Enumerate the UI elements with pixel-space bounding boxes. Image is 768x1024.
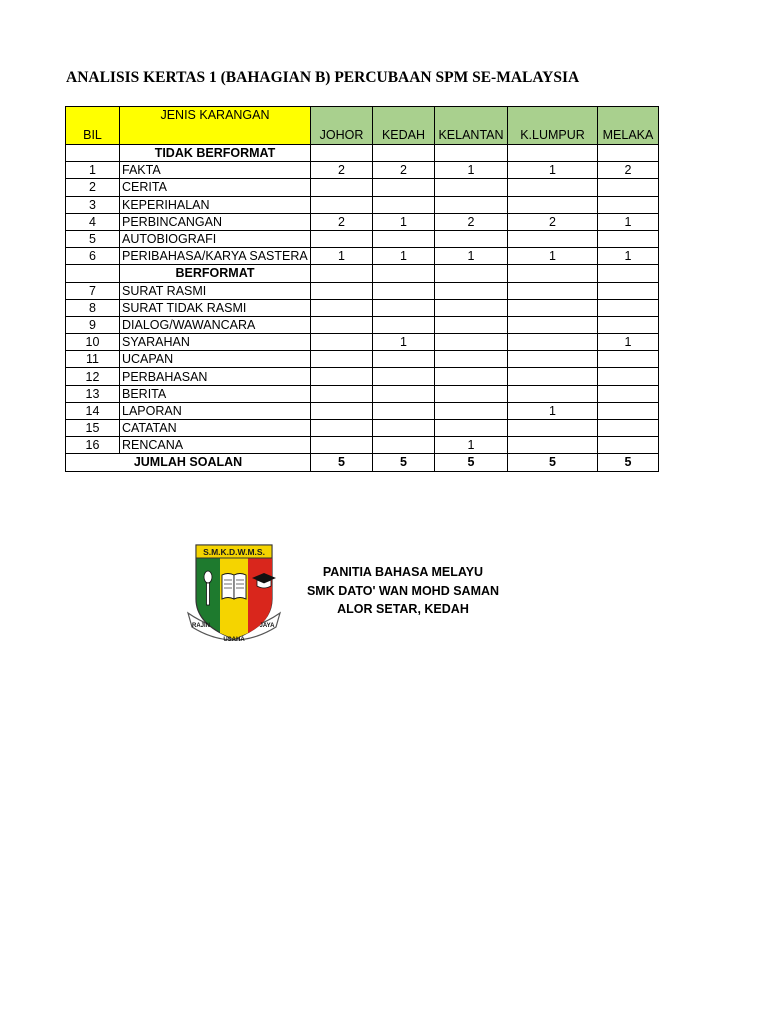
bil-cell: 10 <box>66 334 120 351</box>
jenis-karangan-cell: KEPERIHALAN <box>120 196 311 213</box>
bil-cell: 14 <box>66 402 120 419</box>
table-row <box>66 230 659 247</box>
count-cell-kelantan: 2 <box>435 213 508 230</box>
bil-cell: 8 <box>66 299 120 316</box>
state-header-klumpur: K.LUMPUR <box>508 107 598 145</box>
count-cell-klumpur <box>508 299 598 316</box>
count-cell-melaka <box>598 420 659 437</box>
count-cell-klumpur <box>508 282 598 299</box>
count-cell-kelantan: 1 <box>435 248 508 265</box>
count-cell-klumpur: 1 <box>508 402 598 419</box>
section-row-berformat <box>66 265 659 282</box>
count-cell-kedah <box>373 351 435 368</box>
count-cell-kedah: 2 <box>373 162 435 179</box>
count-cell-klumpur <box>508 179 598 196</box>
count-cell-klumpur <box>508 196 598 213</box>
count-cell-kedah <box>373 316 435 333</box>
total-kelantan: 5 <box>435 454 508 471</box>
count-cell-johor: 2 <box>311 162 373 179</box>
count-cell-kedah <box>373 437 435 454</box>
count-cell-klumpur <box>508 230 598 247</box>
count-cell-klumpur <box>508 334 598 351</box>
total-row <box>66 454 659 471</box>
count-cell-melaka <box>598 282 659 299</box>
count-cell-melaka <box>598 437 659 454</box>
table-header-row <box>66 107 659 145</box>
jenis-karangan-cell: SURAT RASMI <box>120 282 311 299</box>
bil-cell: 6 <box>66 248 120 265</box>
jenis-karangan-cell: FAKTA <box>120 162 311 179</box>
count-cell-melaka <box>598 230 659 247</box>
count-cell-melaka <box>598 196 659 213</box>
document-title: ANALISIS KERTAS 1 (BAHAGIAN B) PERCUBAAN SPM SE-MALAYSIA <box>66 69 580 86</box>
count-cell-melaka: 1 <box>598 213 659 230</box>
table-row <box>66 316 659 333</box>
school-crest-logo <box>184 541 284 645</box>
jenis-karangan-cell: PERBAHASAN <box>120 368 311 385</box>
count-cell-kelantan <box>435 420 508 437</box>
section-label-tidak-berformat: TIDAK BERFORMAT <box>120 145 311 162</box>
count-cell-kelantan <box>435 334 508 351</box>
count-cell-kedah <box>373 196 435 213</box>
count-cell-johor <box>311 437 373 454</box>
bil-cell: 5 <box>66 230 120 247</box>
jenis-karangan-cell: LAPORAN <box>120 402 311 419</box>
count-cell-kedah <box>373 299 435 316</box>
count-cell-johor <box>311 299 373 316</box>
total-label: JUMLAH SOALAN <box>66 454 311 471</box>
count-cell-klumpur <box>508 316 598 333</box>
count-cell-kedah: 1 <box>373 334 435 351</box>
state-header-kedah: KEDAH <box>373 107 435 145</box>
table-row <box>66 196 659 213</box>
bil-cell: 7 <box>66 282 120 299</box>
count-cell-klumpur <box>508 437 598 454</box>
table-row <box>66 299 659 316</box>
jenis-karangan-cell: UCAPAN <box>120 351 311 368</box>
total-klumpur: 5 <box>508 454 598 471</box>
bil-header: BIL <box>66 107 120 145</box>
count-cell-melaka: 1 <box>598 334 659 351</box>
count-cell-kelantan <box>435 179 508 196</box>
jenis-karangan-cell: PERIBAHASA/KARYA SASTERA <box>120 248 311 265</box>
count-cell-klumpur: 1 <box>508 162 598 179</box>
table-row <box>66 213 659 230</box>
count-cell-klumpur <box>508 368 598 385</box>
table-row <box>66 162 659 179</box>
count-cell-johor <box>311 196 373 213</box>
count-cell-kelantan: 1 <box>435 437 508 454</box>
count-cell-johor: 1 <box>311 248 373 265</box>
bil-cell: 13 <box>66 385 120 402</box>
table-row <box>66 282 659 299</box>
jenis-karangan-cell: SURAT TIDAK RASMI <box>120 299 311 316</box>
count-cell-kelantan <box>435 316 508 333</box>
state-header-kelantan: KELANTAN <box>435 107 508 145</box>
count-cell-kelantan <box>435 385 508 402</box>
motto-word-1: RAJIN <box>191 623 211 629</box>
table-row <box>66 385 659 402</box>
count-cell-johor <box>311 351 373 368</box>
count-cell-melaka <box>598 368 659 385</box>
bil-cell: 4 <box>66 213 120 230</box>
count-cell-johor <box>311 230 373 247</box>
bil-cell: 16 <box>66 437 120 454</box>
bil-cell: 2 <box>66 179 120 196</box>
count-cell-melaka <box>598 385 659 402</box>
count-cell-johor <box>311 316 373 333</box>
count-cell-melaka <box>598 402 659 419</box>
state-header-johor: JOHOR <box>311 107 373 145</box>
table-row <box>66 179 659 196</box>
count-cell-johor <box>311 402 373 419</box>
school-location: ALOR SETAR, KEDAH <box>337 602 469 616</box>
school-info <box>300 563 506 619</box>
section-row-tidak-berformat <box>66 145 659 162</box>
count-cell-kedah <box>373 420 435 437</box>
section-label-berformat: BERFORMAT <box>120 265 311 282</box>
count-cell-kedah <box>373 282 435 299</box>
motto-word-2: USAHA <box>223 637 245 643</box>
count-cell-kedah <box>373 402 435 419</box>
count-cell-kelantan <box>435 351 508 368</box>
count-cell-melaka: 2 <box>598 162 659 179</box>
count-cell-kelantan <box>435 230 508 247</box>
count-cell-klumpur: 1 <box>508 248 598 265</box>
count-cell-kedah <box>373 368 435 385</box>
count-cell-melaka: 1 <box>598 248 659 265</box>
count-cell-kelantan <box>435 368 508 385</box>
jenis-karangan-header: JENIS KARANGAN <box>120 107 311 145</box>
crest-banner-text: S.M.K.D.W.M.S. <box>203 547 265 557</box>
bil-cell: 3 <box>66 196 120 213</box>
jenis-karangan-cell: PERBINCANGAN <box>120 213 311 230</box>
count-cell-melaka <box>598 351 659 368</box>
bil-cell: 15 <box>66 420 120 437</box>
state-header-melaka: MELAKA <box>598 107 659 145</box>
count-cell-kelantan <box>435 299 508 316</box>
count-cell-klumpur <box>508 351 598 368</box>
table-row <box>66 420 659 437</box>
count-cell-kelantan <box>435 402 508 419</box>
total-kedah: 5 <box>373 454 435 471</box>
jenis-karangan-cell: AUTOBIOGRAFI <box>120 230 311 247</box>
jenis-karangan-cell: RENCANA <box>120 437 311 454</box>
table-row <box>66 351 659 368</box>
count-cell-johor <box>311 385 373 402</box>
count-cell-kelantan: 1 <box>435 162 508 179</box>
jenis-karangan-cell: BERITA <box>120 385 311 402</box>
count-cell-kedah: 1 <box>373 213 435 230</box>
count-cell-melaka <box>598 179 659 196</box>
count-cell-klumpur <box>508 385 598 402</box>
count-cell-kedah <box>373 179 435 196</box>
table-row <box>66 402 659 419</box>
count-cell-klumpur: 2 <box>508 213 598 230</box>
table-row <box>66 437 659 454</box>
bil-cell: 12 <box>66 368 120 385</box>
total-melaka: 5 <box>598 454 659 471</box>
count-cell-kedah <box>373 385 435 402</box>
jenis-karangan-cell: DIALOG/WAWANCARA <box>120 316 311 333</box>
jenis-karangan-cell: CATATAN <box>120 420 311 437</box>
jenis-karangan-cell: SYARAHAN <box>120 334 311 351</box>
table-row <box>66 248 659 265</box>
total-johor: 5 <box>311 454 373 471</box>
committee-name: PANITIA BAHASA MELAYU <box>322 565 484 579</box>
school-name: SMK DATO' WAN MOHD SAMAN <box>306 583 500 598</box>
count-cell-johor <box>311 179 373 196</box>
count-cell-johor: 2 <box>311 213 373 230</box>
count-cell-johor <box>311 420 373 437</box>
count-cell-kelantan <box>435 282 508 299</box>
jenis-karangan-cell: CERITA <box>120 179 311 196</box>
count-cell-klumpur <box>508 420 598 437</box>
count-cell-johor <box>311 368 373 385</box>
count-cell-melaka <box>598 299 659 316</box>
bil-cell: 11 <box>66 351 120 368</box>
book-icon <box>222 574 246 600</box>
bil-cell: 1 <box>66 162 120 179</box>
motto-word-3: JAYA <box>259 623 275 629</box>
count-cell-melaka <box>598 316 659 333</box>
count-cell-kelantan <box>435 196 508 213</box>
table-row <box>66 334 659 351</box>
analysis-table <box>65 106 659 472</box>
count-cell-kedah: 1 <box>373 248 435 265</box>
count-cell-kedah <box>373 230 435 247</box>
count-cell-johor <box>311 282 373 299</box>
table-row <box>66 368 659 385</box>
count-cell-johor <box>311 334 373 351</box>
bil-cell: 9 <box>66 316 120 333</box>
